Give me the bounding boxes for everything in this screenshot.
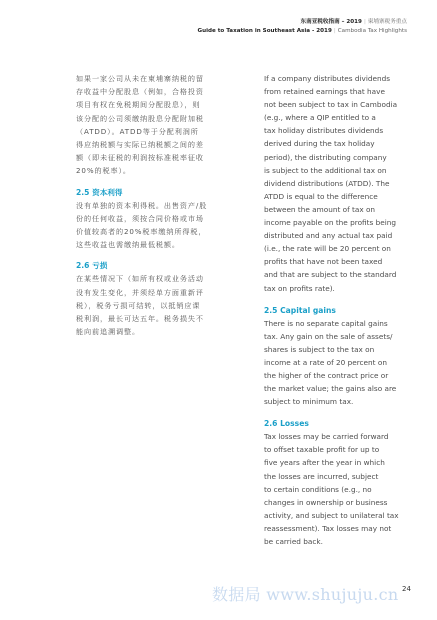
losses-paragraph-en (264, 430, 414, 548)
text-line: shares is subject to the tax on (264, 344, 375, 354)
text-line: profits that have not been taxed (264, 257, 383, 267)
capital-gains-heading-en: 2.5 Capital gains (264, 305, 336, 315)
text-line: the losses are incurred, subject (264, 471, 379, 481)
text-line: and that are subject to the standard (264, 270, 397, 280)
atdd-paragraph-zh (76, 72, 244, 178)
text-line: 税），税务亏损可结转，以抵销应课 (76, 300, 201, 310)
text-line: 存收益中分配股息（例如，合格投资 (76, 87, 204, 97)
text-line: to certain conditions (e.g., no (264, 484, 372, 494)
text-line: period), the distributing company (264, 152, 387, 162)
text-line: income payable on the profits being (264, 218, 397, 228)
header-line-en (198, 27, 407, 36)
header-separator: | (363, 19, 366, 25)
text-line: 能向前追溯调整。 (76, 327, 140, 337)
text-line: There is no separate capital gains (264, 318, 388, 328)
text-line: 没有发生变化，并须经单方面重新评 (76, 287, 204, 297)
text-line: tax. Any gain on the sale of assets/ (264, 331, 393, 341)
text-line: 项目有权在免税期间分配股息），则 (76, 100, 201, 110)
capital-gains-paragraph-zh (76, 199, 244, 252)
text-line: 20%的税率）。 (76, 166, 131, 176)
text-line: If a company distributes dividends (264, 74, 391, 83)
text-line: income at a rate of 20 percent on (264, 357, 387, 367)
chinese-column (76, 72, 244, 338)
text-line: tax holiday distributes dividends (264, 126, 384, 136)
losses-paragraph-zh (76, 272, 244, 338)
header-separator: | (333, 28, 336, 34)
text-line: the market value; the gains also are (264, 384, 397, 394)
text-line: to offset taxable profit for up to (264, 445, 380, 455)
text-line: 这些收益也需缴纳最低税额。 (76, 240, 180, 250)
header-title-zh: 东南亚税收指南 – 2019 (300, 19, 362, 25)
header-subtitle-en: Cambodia Tax Highlights (337, 28, 407, 34)
text-line: 份的任何收益，须按合同价格或市场 (76, 213, 204, 223)
text-line: 没有单独的资本利得税。出售资产/股 (76, 200, 208, 210)
text-line: 价值较高者的20%税率缴纳所得税， (76, 227, 207, 237)
page-header (198, 18, 407, 36)
text-line: between the amount of tax on (264, 204, 376, 214)
english-column (264, 72, 414, 548)
losses-heading-en: 2.6 Losses (264, 419, 309, 429)
text-line: not been subject to tax in Cambodia (264, 100, 398, 110)
text-line: the higher of the contract price or (264, 370, 389, 380)
text-line: activity, and subject to unilateral tax (264, 510, 399, 520)
page-number: 24 (402, 585, 411, 593)
text-line: distributed and any actual tax paid (264, 231, 393, 241)
capital-gains-paragraph-en (264, 317, 414, 409)
text-line: 税利润，最长可达五年。税务损失不 (76, 314, 204, 324)
text-line: subject to minimum tax. (264, 397, 354, 407)
capital-gains-heading-zh: 2.5 资本利得 (76, 187, 123, 197)
text-line: 额（即未征税的利润按标准税率征收 (76, 153, 204, 163)
text-line: (e.g., where a QIP entitled to a (264, 113, 376, 123)
text-line: ATDD is equal to the difference (264, 191, 378, 201)
header-subtitle-zh: 柬埔寨税务重点 (367, 19, 407, 25)
text-line: from retained earnings that have (264, 87, 385, 97)
watermark: 数据局 www.shujuju.cn (212, 585, 399, 604)
text-line: reassessment). Tax losses may not (264, 523, 392, 533)
atdd-paragraph-en (264, 72, 414, 295)
text-line: 该分配的公司须缴纳股息分配附加税 (76, 113, 204, 123)
text-line: 如果一家公司从未在柬埔寨纳税的留 (76, 74, 204, 83)
losses-heading-zh: 2.6 亏损 (76, 261, 108, 271)
text-line: 在某些情况下（如所有权或业务活动 (76, 274, 204, 284)
text-line: five years after the year in which (264, 458, 385, 468)
text-line: 得应纳税额与实际已纳税额之间的差 (76, 140, 204, 150)
text-line: derived during the tax holiday (264, 139, 375, 149)
text-line: changes in ownership or business (264, 497, 388, 507)
text-line: Tax losses may be carried forward (264, 432, 389, 442)
text-line: be carried back. (264, 537, 323, 546)
header-line-zh (198, 18, 407, 27)
header-title-en: Guide to Taxation in Southeast Asia - 2019 (197, 28, 332, 34)
text-line: (i.e., the rate will be 20 percent on (264, 244, 391, 254)
text-line: dividend distributions (ATDD). The (264, 178, 390, 188)
text-line: is subject to the additional tax on (264, 165, 387, 175)
text-line: tax on profits rate). (264, 283, 335, 293)
text-line: （ATDD）。ATDD等于分配利润所 (76, 126, 199, 136)
